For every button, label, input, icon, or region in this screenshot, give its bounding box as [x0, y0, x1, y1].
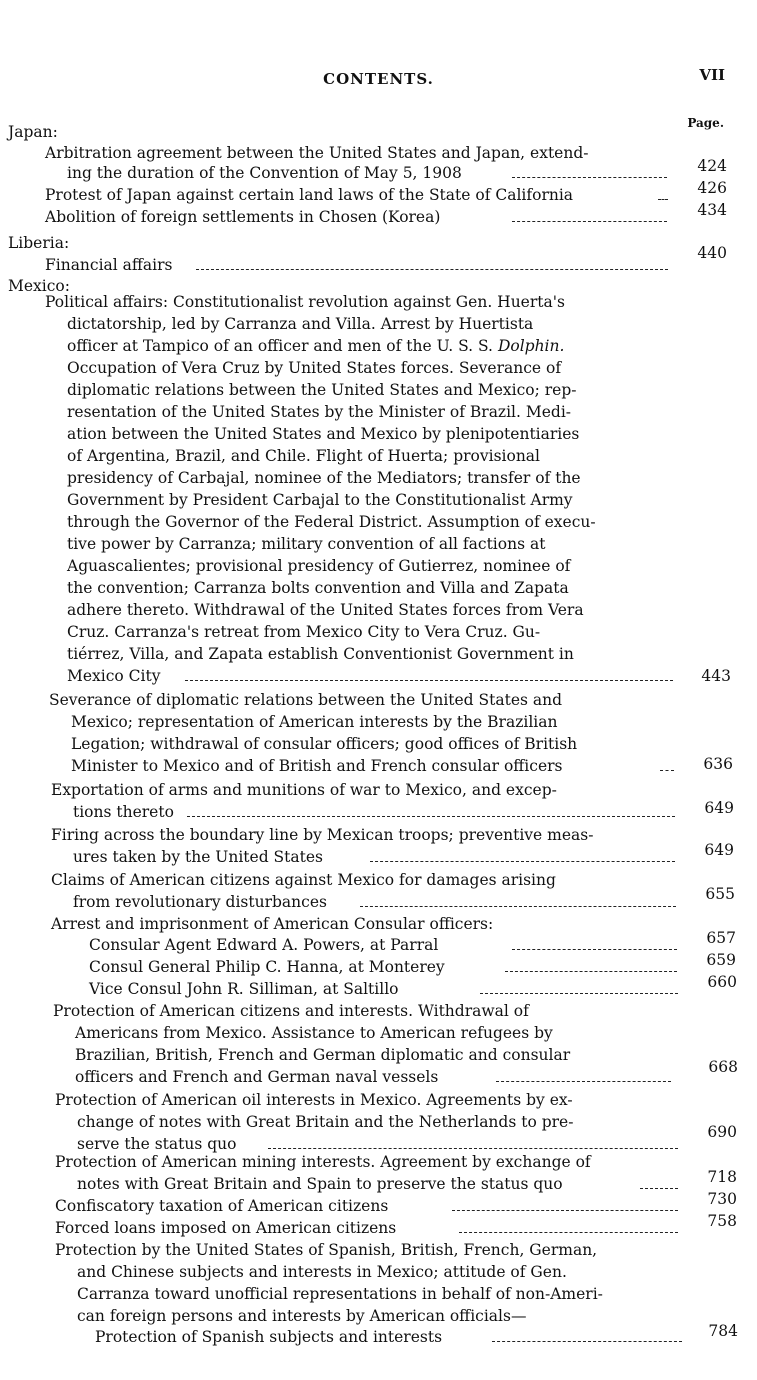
entry-line: ation between the United States and Mexico by plenipotentiaries	[67, 425, 580, 443]
entry-line: Americans from Mexico. Assistance to American refugees by	[75, 1024, 553, 1042]
entry-line: presidency of Carbajal, nominee of the Mediators; transfer of the	[67, 469, 581, 487]
page-number: 426	[697, 179, 727, 197]
entry-line: Brazilian, British, French and German diplomatic and consular	[75, 1046, 571, 1064]
leader-dots	[492, 1341, 682, 1342]
page-number: 690	[707, 1123, 737, 1141]
page-number: 440	[697, 244, 727, 262]
entry-line: Arbitration agreement between the United States and Japan, extend-	[45, 144, 589, 162]
entry-line: Mexico; representation of American interests by the Brazilian	[71, 713, 558, 731]
entry-line: Minister to Mexico and of British and French consular officers	[71, 757, 563, 775]
entry-line: Protection of Spanish subjects and interests	[95, 1328, 443, 1346]
leader-dots	[512, 177, 667, 178]
country-heading-liberia: Liberia:	[8, 234, 70, 252]
leader-dots	[185, 680, 673, 681]
leader-dots	[370, 861, 675, 862]
entry-line: Legation; withdrawal of consular officers; good offices of British	[71, 735, 578, 753]
entry-line: ures taken by the United States	[73, 848, 324, 866]
leader-dots	[496, 1081, 671, 1082]
page-title: CONTENTS.	[323, 70, 434, 88]
entry-line: Financial affairs	[45, 256, 173, 274]
entry-line: tive power by Carranza; military convention of all factions at	[67, 535, 546, 553]
leader-dots	[268, 1148, 678, 1149]
entry-line: Mexico City	[67, 667, 161, 685]
page-number: 649	[704, 841, 734, 859]
entry-line: Firing across the boundary line by Mexican troops; preventive meas-	[51, 826, 594, 844]
page-number: 424	[697, 157, 727, 175]
entry-line: Severance of diplomatic relations between the United States and	[49, 691, 563, 709]
entry-line: through the Governor of the Federal District. Assumption of execu-	[67, 513, 596, 531]
page-number: 655	[705, 885, 735, 903]
page-number: 784	[708, 1322, 738, 1340]
entry-line: change of notes with Great Britain and the Netherlands to pre-	[77, 1113, 574, 1131]
entry-line: Government by President Carbajal to the Constitutionalist Army	[67, 491, 573, 509]
roman-page-number: VII	[699, 66, 725, 84]
entry-line: Consul General Philip C. Hanna, at Monterey	[89, 958, 445, 976]
entry-line: ing the duration of the Convention of May 5, 1908	[67, 164, 462, 182]
leader-dots	[196, 269, 668, 270]
leader-dots	[512, 221, 667, 222]
entry-line: tiérrez, Villa, and Zapata establish Conventionist Government in	[67, 645, 574, 663]
entry-line: dictatorship, led by Carranza and Villa. Arrest by Huertista	[67, 315, 534, 333]
entry-line: can foreign persons and interests by American officials—	[77, 1307, 527, 1325]
entry-line: Protection of American oil interests in Mexico. Agreements by ex-	[55, 1091, 573, 1109]
entry-line: Vice Consul John R. Silliman, at Saltillo	[89, 980, 399, 998]
entry-line: Protection by the United States of Spanish, British, French, German,	[55, 1241, 598, 1259]
entry-line: Forced loans imposed on American citizens	[55, 1219, 397, 1237]
country-heading-mexico: Mexico:	[8, 277, 70, 295]
entry-line: from revolutionary disturbances	[73, 893, 327, 911]
entry-line: adhere thereto. Withdrawal of the United States forces from Vera	[67, 601, 584, 619]
entry-line: Protest of Japan against certain land laws of the State of California	[45, 186, 574, 204]
country-heading-japan: Japan:	[8, 123, 58, 141]
entry-line: Protection of American citizens and interests. Withdrawal of	[53, 1002, 529, 1020]
entry-line: Abolition of foreign settlements in Chosen (Korea)	[45, 208, 441, 226]
leader-dots	[480, 993, 678, 994]
entry-line: Exportation of arms and munitions of war to Mexico, and excep-	[51, 781, 557, 799]
entry-line: Claims of American citizens against Mexico for damages arising	[51, 871, 556, 889]
page-number: 443	[701, 667, 731, 685]
entry-line: of Argentina, Brazil, and Chile. Flight of Huerta; provisional	[67, 447, 540, 465]
entry-line: Occupation of Vera Cruz by United States forces. Severance of	[67, 359, 562, 377]
entry-line: Carranza toward unofficial representations in behalf of non-Ameri-	[77, 1285, 603, 1303]
page-column-label: Page.	[687, 116, 724, 130]
entry-line: notes with Great Britain and Spain to preserve the status quo	[77, 1175, 563, 1193]
leader-dots	[459, 1232, 678, 1233]
leader-dots	[505, 971, 677, 972]
entry-line: resentation of the United States by the Minister of Brazil. Medi-	[67, 403, 572, 421]
page-number: 660	[707, 973, 737, 991]
entry-line: Political affairs: Constitutionalist revolution against Gen. Huerta's	[45, 293, 565, 311]
entry-line: Aguascalientes; provisional presidency of Gutierrez, nominee of	[67, 557, 571, 575]
entry-line: serve the status quo	[77, 1135, 237, 1153]
leader-dots	[187, 816, 675, 817]
page-number: 718	[707, 1168, 737, 1186]
entry-line: officer at Tampico of an officer and men of the U. S. S. Dolphin.	[67, 337, 565, 355]
entry-line: officers and French and German naval vessels	[75, 1068, 439, 1086]
entry-line: tions thereto	[73, 803, 174, 821]
page-number: 636	[703, 755, 733, 773]
page-number: 730	[707, 1190, 737, 1208]
leader-dots	[512, 949, 677, 950]
leader-dots	[452, 1210, 678, 1211]
page-number: 758	[707, 1212, 737, 1230]
page-number: 668	[708, 1058, 738, 1076]
entry-line: Consular Agent Edward A. Powers, at Parral	[89, 936, 439, 954]
leader-dots	[360, 906, 676, 907]
entry-line: and Chinese subjects and interests in Mexico; attitude of Gen.	[77, 1263, 567, 1281]
entry-line: Cruz. Carranza's retreat from Mexico City to Vera Cruz. Gu-	[67, 623, 541, 641]
entry-line: Arrest and imprisonment of American Consular officers:	[51, 915, 494, 933]
entry-line: Confiscatory taxation of American citizens	[55, 1197, 389, 1215]
entry-line: diplomatic relations between the United States and Mexico; rep-	[67, 381, 577, 399]
page-number: 657	[706, 929, 736, 947]
leader-dots	[660, 770, 674, 771]
entry-line: the convention; Carranza bolts convention and Villa and Zapata	[67, 579, 569, 597]
page-number: 659	[706, 951, 736, 969]
entry-line: Protection of American mining interests. Agreement by exchange of	[55, 1153, 591, 1171]
leader-dots	[640, 1188, 678, 1189]
page-number: 434	[697, 201, 727, 219]
page-number: 649	[704, 799, 734, 817]
